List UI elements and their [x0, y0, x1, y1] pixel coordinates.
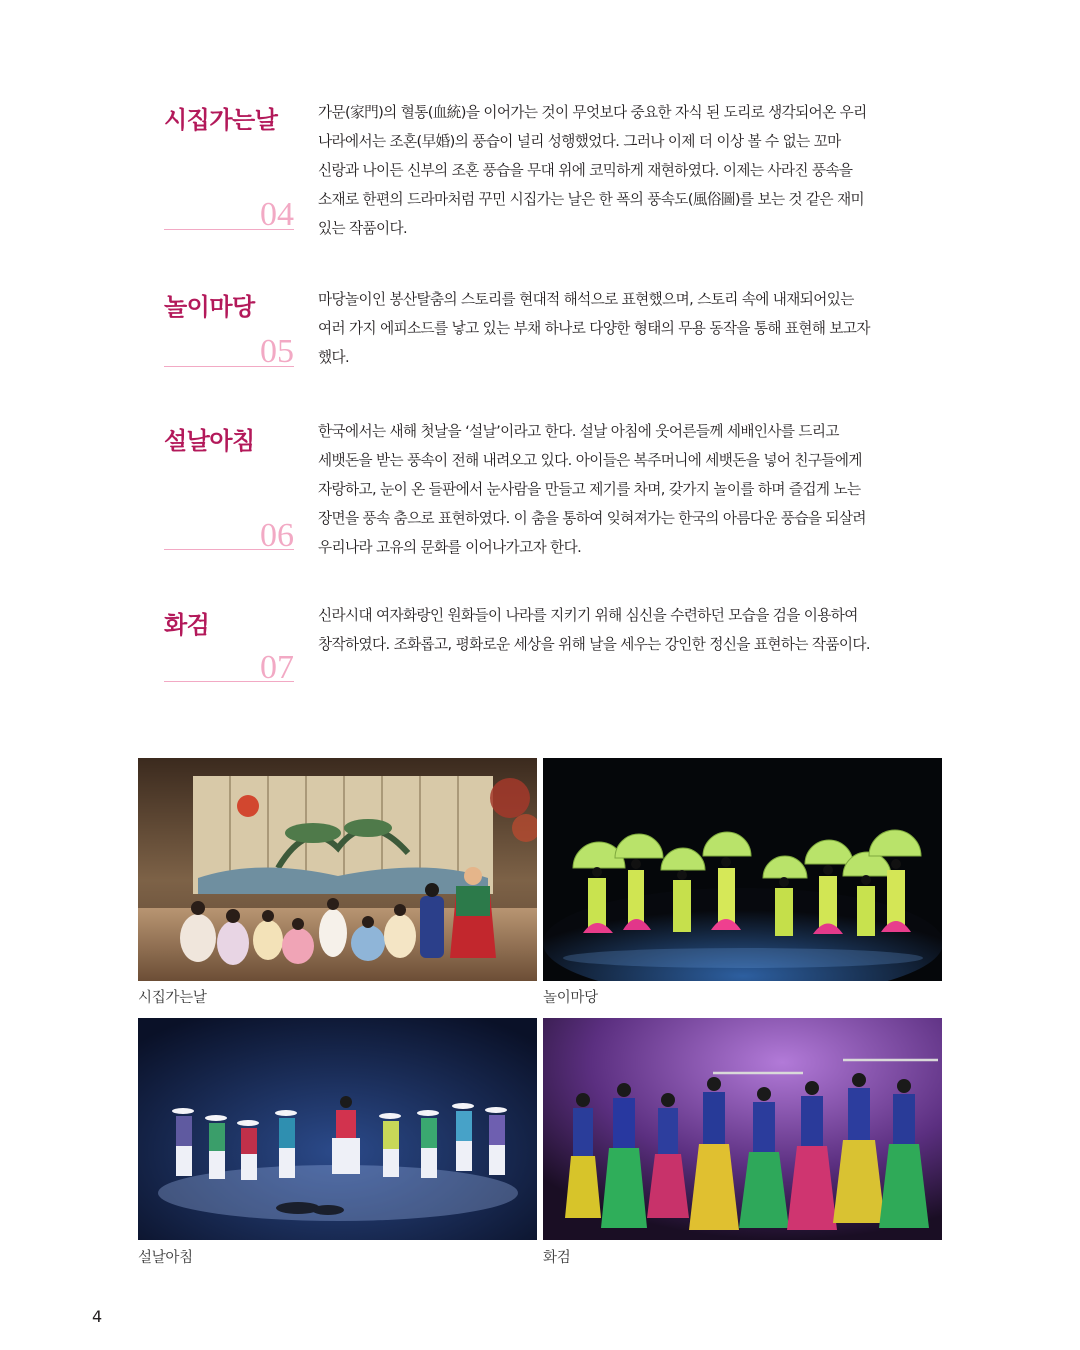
section-number: 05 [260, 333, 294, 370]
body-line: 소재로 한편의 드라마처럼 꾸민 시집가는 날은 한 폭의 풍속도(風俗圖)를 보는 것 같은 재미 [318, 191, 865, 208]
section-title: 화검 [164, 610, 210, 639]
body-line: 가문(家門)의 혈통(血統)을 이어가는 것이 무엇보다 중요한 자식 된 도리로 생각되어온 우리 [318, 104, 867, 121]
section-body [318, 98, 918, 243]
body-line: 신랑과 나이든 신부의 조혼 풍습을 무대 위에 코믹하게 재현하였다. 이제는 사라진 풍속을 [318, 162, 853, 179]
body-line: 있는 작품이다. [318, 220, 408, 237]
photo-wedding-dance [138, 758, 537, 981]
section-body [318, 601, 918, 659]
body-line: 신라시대 여자화랑인 원화들이 나라를 지키기 위해 심신을 수련하던 모습을 검을 이용하여 [318, 607, 858, 624]
photo-new-year-dance [138, 1018, 537, 1240]
body-line: 자랑하고, 눈이 온 들판에서 눈사람을 만들고 제기를 차며, 갖가지 놀이를 하며 즐겁게 노는 [318, 481, 861, 498]
section-number: 07 [260, 649, 294, 686]
section-divider [164, 549, 294, 550]
body-line: 세뱃돈을 받는 풍속이 전해 내려오고 있다. 아이들은 복주머니에 세뱃돈을 넣어 친구들에게 [318, 452, 862, 469]
body-line: 나라에서는 조혼(早婚)의 풍습이 널리 성행했었다. 그러나 이제 더 이상 볼 수 없는 꼬마 [318, 133, 841, 150]
body-line: 우리나라 고유의 문화를 이어나가고자 한다. [318, 539, 582, 556]
section-title: 놀이마당 [164, 292, 255, 321]
body-line: 마당놀이인 봉산탈춤의 스토리를 현대적 해석으로 표현했으며, 스토리 속에 내재되어있는 [318, 291, 854, 308]
section-number: 06 [260, 517, 294, 554]
body-line: 장면을 풍속 춤으로 표현하였다. 이 춤을 통하여 잊혀져가는 한국의 아름다운 풍습을 되살려 [318, 510, 866, 527]
body-line: 여러 가지 에피소드를 낳고 있는 부채 하나로 다양한 형태의 무용 동작을 통해 표현해 보고자 [318, 320, 870, 337]
photo-caption: 화검 [543, 1250, 571, 1266]
section-title: 설날아침 [164, 426, 255, 455]
section-body [318, 417, 918, 562]
photo-sword-dance [543, 1018, 942, 1240]
body-line: 창작하였다. 조화롭고, 평화로운 세상을 위해 날을 세우는 강인한 정신을 표현하는 작품이다. [318, 636, 870, 653]
body-line: 한국에서는 새해 첫날을 ‘설날’이라고 한다. 설날 아침에 웃어른들께 세배인사를 드리고 [318, 423, 839, 440]
section-divider [164, 366, 294, 367]
page-number: 4 [92, 1307, 103, 1326]
section-divider [164, 681, 294, 682]
photo-caption: 시집가는날 [138, 990, 207, 1006]
body-line: 했다. [318, 349, 350, 366]
section-title: 시집가는날 [164, 105, 278, 134]
photo-fan-dance [543, 758, 942, 981]
photo-caption: 놀이마당 [543, 990, 598, 1006]
section-number: 04 [260, 196, 294, 233]
section-body [318, 285, 918, 372]
section-divider [164, 229, 294, 230]
photo-caption: 설날아침 [138, 1250, 193, 1266]
